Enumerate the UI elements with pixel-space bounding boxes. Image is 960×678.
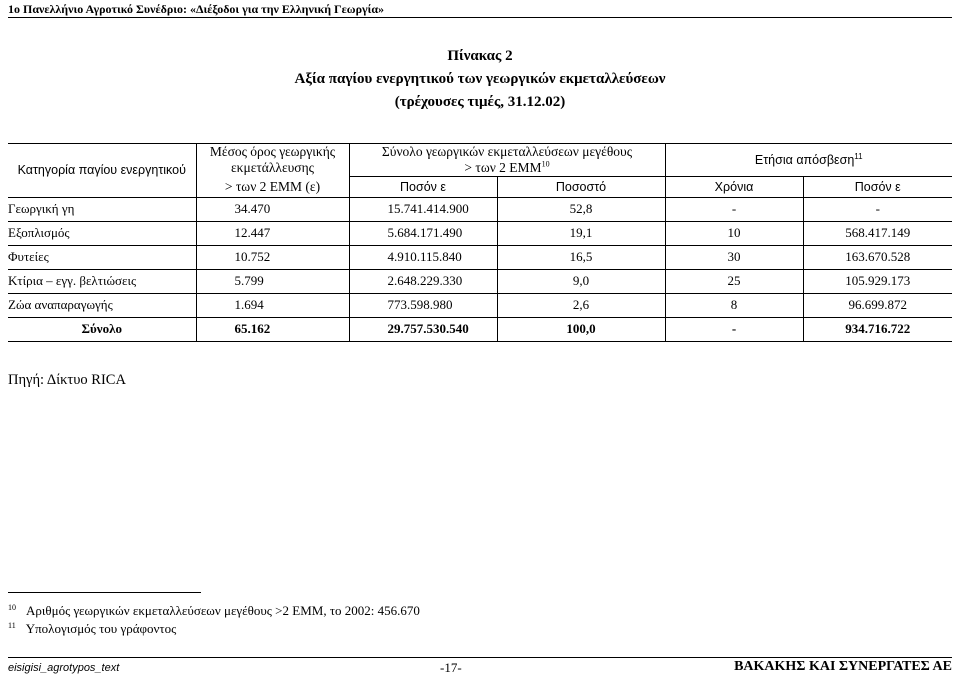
row-category: Φυτείες xyxy=(8,245,196,269)
asset-value-table xyxy=(8,143,952,342)
table-subtitle: (τρέχουσες τιμές, 31.12.02) xyxy=(394,94,566,110)
footnote-11: $^{11}$ Υπολογισμός του γράφοντος xyxy=(8,621,177,636)
total-total: 29.757.530.540 xyxy=(349,317,497,341)
table-number: Πίνακας 2 xyxy=(447,48,513,64)
row-depreciation: 96.699.872 xyxy=(803,293,952,317)
total-label: Σύνολο xyxy=(8,317,196,341)
row-average: 5.799 xyxy=(196,269,349,293)
header-rule xyxy=(8,17,952,18)
total-average: 65.162 xyxy=(196,317,349,341)
row-average: 34.470 xyxy=(196,197,349,221)
row-depreciation: - xyxy=(803,197,952,221)
row-years: - xyxy=(665,197,803,221)
header-farm-average: Μέσος όρος γεωργικής εκμετάλλευσης xyxy=(196,144,349,177)
row-total: 5.684.171.490 xyxy=(349,221,497,245)
row-years: 30 xyxy=(665,245,803,269)
row-depreciation: 568.417.149 xyxy=(803,221,952,245)
footnote-rule xyxy=(8,592,201,593)
row-total: 2.648.229.330 xyxy=(349,269,497,293)
row-total: 15.741.414.900 xyxy=(349,197,497,221)
header-depreciation-amount: Ποσόν ε xyxy=(803,177,952,198)
header-total-farms: Σύνολο γεωργικών εκμεταλλεύσεων μεγέθους > των 2 ΕΜΜ$^{10}$ xyxy=(349,144,665,177)
row-average: 1.694 xyxy=(196,293,349,317)
footer-filename: eisigisi_agrotypos_text xyxy=(8,662,120,674)
table-row xyxy=(8,293,952,317)
row-depreciation: 163.670.528 xyxy=(803,245,952,269)
row-percent: 9,0 xyxy=(497,269,665,293)
table-title: Αξία παγίου ενεργητικού των γεωργικών εκμεταλλεύσεων xyxy=(294,71,666,87)
row-years: 8 xyxy=(665,293,803,317)
header-farm-average-sub: > των 2 ΕΜΜ (ε) xyxy=(196,177,349,198)
total-years: - xyxy=(665,317,803,341)
running-header: 1ο Πανελλήνιο Αγροτικό Συνέδριο: «Διέξοδοι για την Ελληνική Γεωργία» xyxy=(8,2,385,16)
row-category: Κτίρια – εγγ. βελτιώσεις xyxy=(8,269,196,293)
header-percent: Ποσοστό xyxy=(497,177,665,198)
row-category: Γεωργική γη xyxy=(8,197,196,221)
header-category: Κατηγορία παγίου ενεργητικού xyxy=(8,144,196,198)
total-depreciation: 934.716.722 xyxy=(803,317,952,341)
row-average: 12.447 xyxy=(196,221,349,245)
header-years: Χρόνια xyxy=(665,177,803,198)
footer-company: ΒΑΚΑΚΗΣ ΚΑΙ ΣΥΝΕΡΓΑΤΕΣ ΑΕ xyxy=(734,659,952,674)
table-row xyxy=(8,269,952,293)
row-years: 25 xyxy=(665,269,803,293)
row-category: Εξοπλισμός xyxy=(8,221,196,245)
source-note: Πηγή: Δίκτυο RICA xyxy=(8,372,126,388)
total-percent: 100,0 xyxy=(497,317,665,341)
page-number: -17- xyxy=(440,660,462,675)
table-row xyxy=(8,221,952,245)
footnote-10: $^{10}$ Αριθμός γεωργικών εκμεταλλεύσεων μεγέθους >2 ΕΜΜ, το 2002: 456.670 xyxy=(8,603,420,618)
header-amount: Ποσόν ε xyxy=(349,177,497,198)
row-percent: 2,6 xyxy=(497,293,665,317)
row-percent: 19,1 xyxy=(497,221,665,245)
row-total: 4.910.115.840 xyxy=(349,245,497,269)
header-depreciation: Ετήσια απόσβεση$^{11}$ xyxy=(665,144,952,177)
row-years: 10 xyxy=(665,221,803,245)
row-average: 10.752 xyxy=(196,245,349,269)
table-row xyxy=(8,245,952,269)
row-percent: 16,5 xyxy=(497,245,665,269)
row-category: Ζώα αναπαραγωγής xyxy=(8,293,196,317)
total-row xyxy=(8,317,952,341)
row-percent: 52,8 xyxy=(497,197,665,221)
footer-rule xyxy=(8,657,952,658)
row-depreciation: 105.929.173 xyxy=(803,269,952,293)
table-row xyxy=(8,197,952,221)
row-total: 773.598.980 xyxy=(349,293,497,317)
